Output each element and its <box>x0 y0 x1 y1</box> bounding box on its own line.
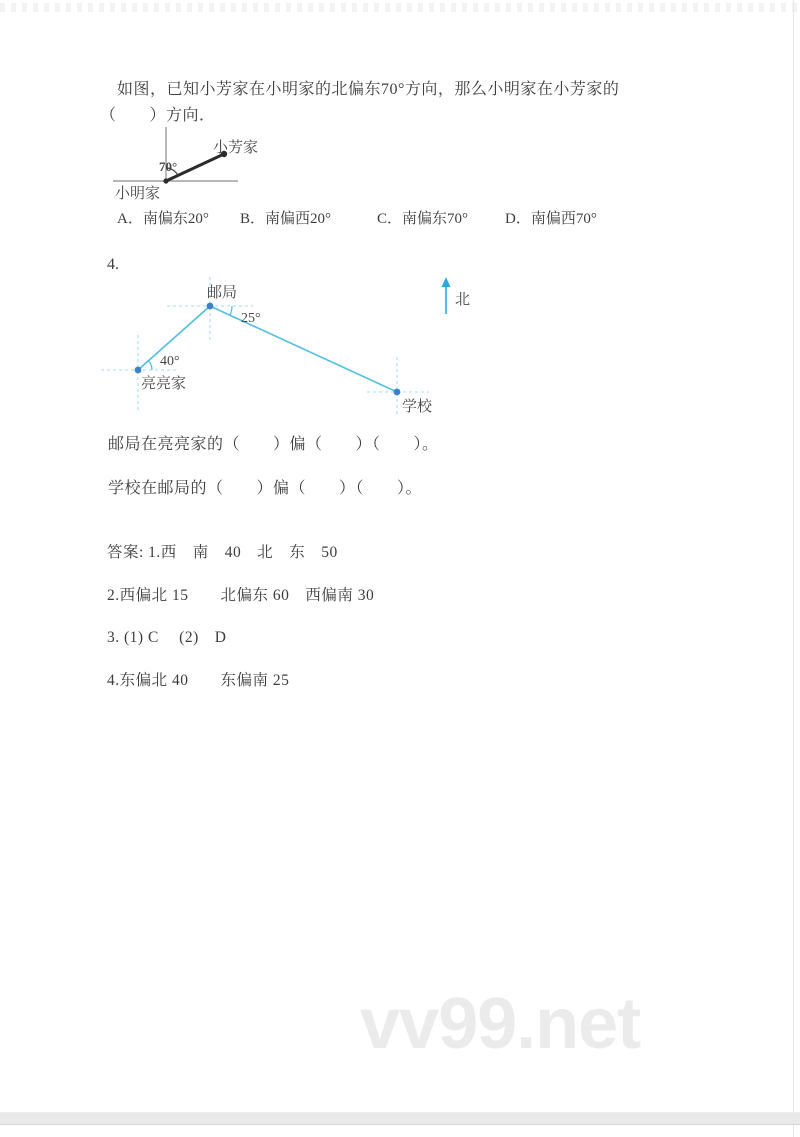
angle-label-40: 40° <box>160 354 180 369</box>
page-separator-band <box>0 1112 800 1125</box>
home-dot <box>135 367 142 374</box>
angle-arc-25 <box>230 306 232 315</box>
school-label: 学校 <box>402 399 433 415</box>
home-label: 亮亮家 <box>141 376 187 392</box>
answers-line2: 2.西偏北 15 北偏东 60 西偏南 30 <box>107 587 375 604</box>
option-a: A．南偏东20° <box>117 211 209 227</box>
post-office-label: 邮局 <box>207 285 238 301</box>
answers-line3: 3. (1) C (2) D <box>107 629 227 646</box>
page-top-perforation <box>0 3 800 12</box>
question4-blank1: 邮局在亮亮家的（ ）偏（ ）（ ）。 <box>108 436 439 453</box>
diagram-post-office-school <box>95 270 485 422</box>
xiaoming-home-dot <box>163 178 168 183</box>
question3-2-line1: 如图，已知小芳家在小明家的北偏东70°方向，那么小明家在小芳家的 <box>117 81 620 98</box>
post-office-dot <box>207 303 214 310</box>
watermark: vv99.net <box>360 984 641 1064</box>
school-dot <box>394 389 401 396</box>
diagram-bearing-70 <box>100 124 270 206</box>
dashed-axes <box>101 277 429 415</box>
option-c: C．南偏东70° <box>377 211 469 227</box>
answers-line4: 4.东偏北 40 东偏南 25 <box>107 672 290 689</box>
angle-arc-40 <box>149 361 153 370</box>
north-arrow-icon <box>442 277 451 314</box>
page-right-edge <box>793 0 794 1137</box>
angle-label-70: 70° <box>159 159 178 174</box>
xiaofang-home-label: 小芳家 <box>213 140 259 156</box>
north-label: 北 <box>455 292 471 308</box>
option-d: D．南偏西70° <box>505 211 597 227</box>
question4-blank2: 学校在邮局的（ ）偏（ ）（ ）。 <box>108 480 423 497</box>
option-b: B．南偏西20° <box>240 211 332 227</box>
angle-label-25: 25° <box>241 311 261 326</box>
answers-line1: 答案: 1.西 南 40 北 东 50 <box>107 544 338 561</box>
question3-2-line2: （ ）方向． <box>100 107 216 124</box>
xiaoming-home-label: 小明家 <box>115 186 161 202</box>
post-to-school-line <box>210 306 397 392</box>
question4-number: 4. <box>107 256 119 273</box>
